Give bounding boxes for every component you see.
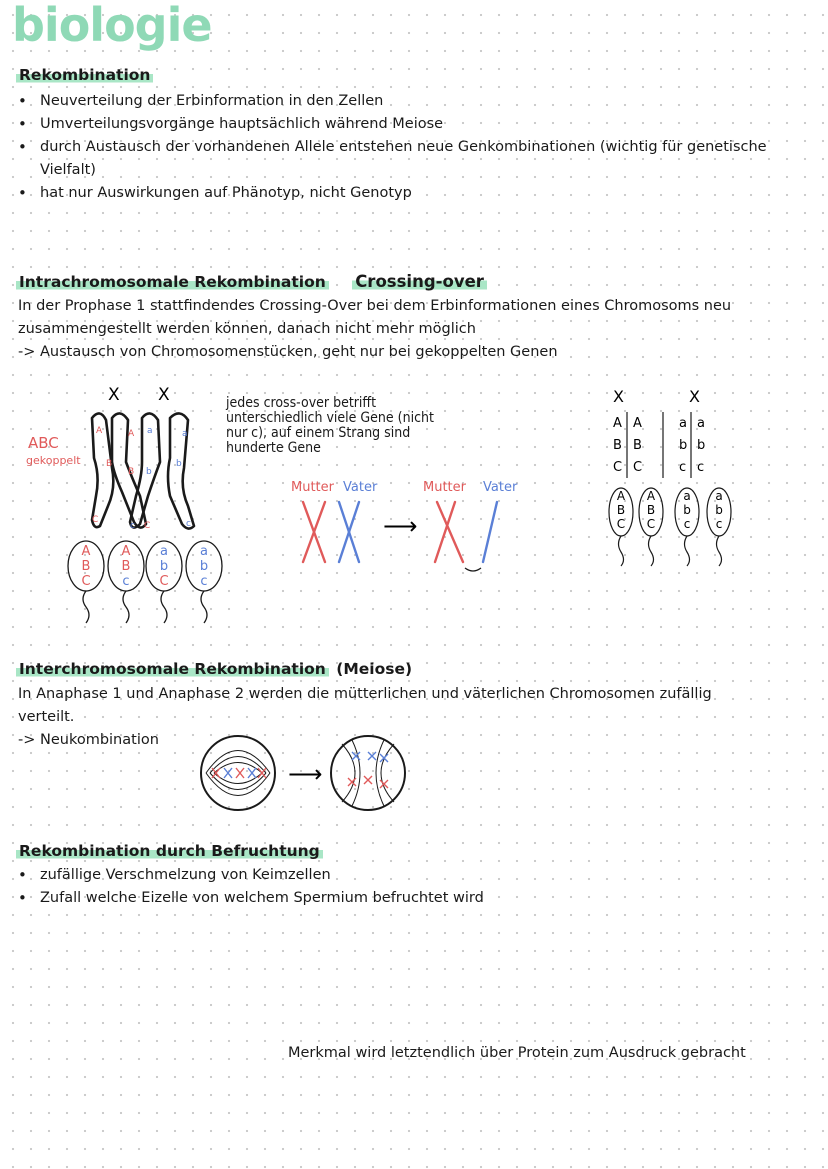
gamete-cells bbox=[609, 488, 731, 566]
chromosome-x-mark: X bbox=[158, 385, 170, 405]
chromosome-x-mark: X bbox=[613, 387, 624, 406]
allele-label: b bbox=[679, 438, 688, 453]
allele-label: A bbox=[616, 489, 626, 503]
allele-label: b bbox=[683, 503, 691, 517]
label-gekoppelt: gekoppelt bbox=[26, 454, 81, 467]
crossing-over-chromosome-diagram bbox=[20, 378, 230, 630]
allele-label: c bbox=[679, 460, 687, 475]
allele-label: C bbox=[81, 574, 91, 589]
allele-label: B bbox=[616, 503, 626, 517]
section-intrachromosomal-title bbox=[16, 272, 487, 291]
label-abc: ABC bbox=[28, 434, 59, 452]
rekombination-list bbox=[16, 90, 786, 205]
brand-logo: biologie bbox=[12, 0, 212, 52]
meiosis-cells-diagram bbox=[196, 732, 410, 814]
vater-label: Vater bbox=[343, 480, 378, 495]
allele-label: a bbox=[697, 416, 705, 431]
intrachromosomal-text: In der Prophase 1 stattfindendes Crossing-Over bei dem Erbinformationen eines Chromosoms neu zusammengestellt werden können, danach nicht mehr möglich bbox=[18, 298, 732, 337]
gene-c-small-label: c bbox=[130, 521, 135, 531]
mutter-label: Mutter bbox=[291, 480, 334, 495]
gene-b-small-label: b bbox=[176, 459, 182, 469]
heading-text: Rekombination durch Befruchtung bbox=[16, 842, 323, 860]
allele-label: b bbox=[697, 438, 706, 453]
neukombination-text: -> Neukombination bbox=[18, 732, 159, 748]
crossing-over-note: jedes cross-over betrifft unterschiedlich viele Gene (nicht nur c), auf einem Strang sind hunderte Gene bbox=[226, 395, 434, 456]
allele-label: C bbox=[613, 460, 623, 475]
gene-b-label: B bbox=[106, 459, 113, 469]
gene-b-label: B bbox=[128, 467, 135, 477]
gene-c-label: C bbox=[144, 521, 151, 531]
gene-a-small-label: a bbox=[147, 426, 153, 436]
allele-label: a bbox=[715, 489, 723, 503]
allele-label: C bbox=[616, 517, 626, 531]
gene-c-label: C bbox=[92, 515, 99, 525]
allele-label: A bbox=[81, 544, 91, 559]
gene-c-small-label: c bbox=[186, 519, 191, 529]
allele-label: c bbox=[200, 574, 208, 589]
gamete-cells bbox=[68, 541, 222, 623]
allele-label: c bbox=[683, 517, 691, 531]
arrow-icon: ⟶ bbox=[288, 760, 323, 788]
vater-label: Vater bbox=[483, 480, 518, 495]
allele-label: b bbox=[159, 559, 169, 574]
mutter-label: Mutter bbox=[423, 480, 466, 495]
section-rekombination-title bbox=[16, 66, 153, 84]
allele-label: B bbox=[646, 503, 656, 517]
allele-label: C bbox=[633, 460, 643, 475]
list-item: • Neuverteilung der Erbinformation in den Zellen bbox=[16, 90, 786, 113]
allele-label: b bbox=[199, 559, 209, 574]
list-item: • durch Austausch der vorhandenen Allele entstehen neue Genkombinationen (wichtig für genetische Vielfalt) bbox=[16, 136, 786, 182]
allele-label: C bbox=[159, 574, 169, 589]
allele-label: b bbox=[715, 503, 723, 517]
allele-label: a bbox=[200, 544, 208, 559]
chromosome-x-mark: X bbox=[108, 385, 120, 405]
allele-label: A bbox=[613, 416, 622, 431]
allele-label: c bbox=[122, 574, 130, 589]
allele-label: a bbox=[679, 416, 687, 431]
allele-label: B bbox=[81, 559, 91, 574]
allele-label: a bbox=[160, 544, 168, 559]
interchromosomal-text: In Anaphase 1 und Anaphase 2 werden die mütterlichen und väterlichen Chromosomen zufällig verteilt. bbox=[18, 686, 712, 725]
allele-label: A bbox=[633, 416, 642, 431]
allele-label: A bbox=[646, 489, 656, 503]
heading-crossing-over: Crossing-over bbox=[352, 272, 487, 291]
footer-note: Merkmal wird letztendlich über Protein zum Ausdruck gebracht bbox=[288, 1045, 746, 1061]
arrow-icon: ⟶ bbox=[383, 512, 418, 540]
allele-label: B bbox=[613, 438, 622, 453]
allele-label: c bbox=[697, 460, 705, 475]
section-interchromosomal-title bbox=[16, 660, 412, 678]
allele-label: a bbox=[683, 489, 691, 503]
heading-suffix: (Meiose) bbox=[336, 660, 413, 678]
heading-text: Rekombination bbox=[16, 66, 153, 84]
list-item: • Umverteilungsvorgänge hauptsächlich während Meiose bbox=[16, 113, 786, 136]
gene-b-small-label: b bbox=[146, 467, 152, 477]
list-item: • Zufall welche Eizelle von welchem Spermium befruchtet wird bbox=[16, 887, 716, 910]
allele-label: A bbox=[121, 544, 131, 559]
section-befruchtung-title bbox=[16, 842, 323, 860]
heading-text: Interchromosomale Rekombination bbox=[16, 660, 329, 678]
chromosome-outlines bbox=[92, 413, 194, 528]
chromosome-x-mark: X bbox=[689, 387, 700, 406]
allele-label: B bbox=[121, 559, 131, 574]
list-item: • hat nur Auswirkungen auf Phänotyp, nicht Genotyp bbox=[16, 182, 786, 205]
intrachromosomal-arrow-text: -> Austausch von Chromosomenstücken, geht nur bei gekoppelten Genen bbox=[18, 344, 558, 360]
list-item: • zufällige Verschmelzung von Keimzellen bbox=[16, 864, 716, 887]
allele-label: c bbox=[715, 517, 723, 531]
gene-a-small-label: a bbox=[182, 429, 188, 439]
allele-label: C bbox=[646, 517, 656, 531]
allele-label: B bbox=[633, 438, 642, 453]
mutter-vater-diagram bbox=[285, 474, 535, 584]
gene-exchange-diagram bbox=[605, 382, 755, 570]
heading-text: Intrachromosomale Rekombination bbox=[16, 273, 329, 291]
befruchtung-list bbox=[16, 864, 716, 910]
gene-a-label: A bbox=[96, 426, 103, 436]
gene-a-label: A bbox=[128, 429, 135, 439]
